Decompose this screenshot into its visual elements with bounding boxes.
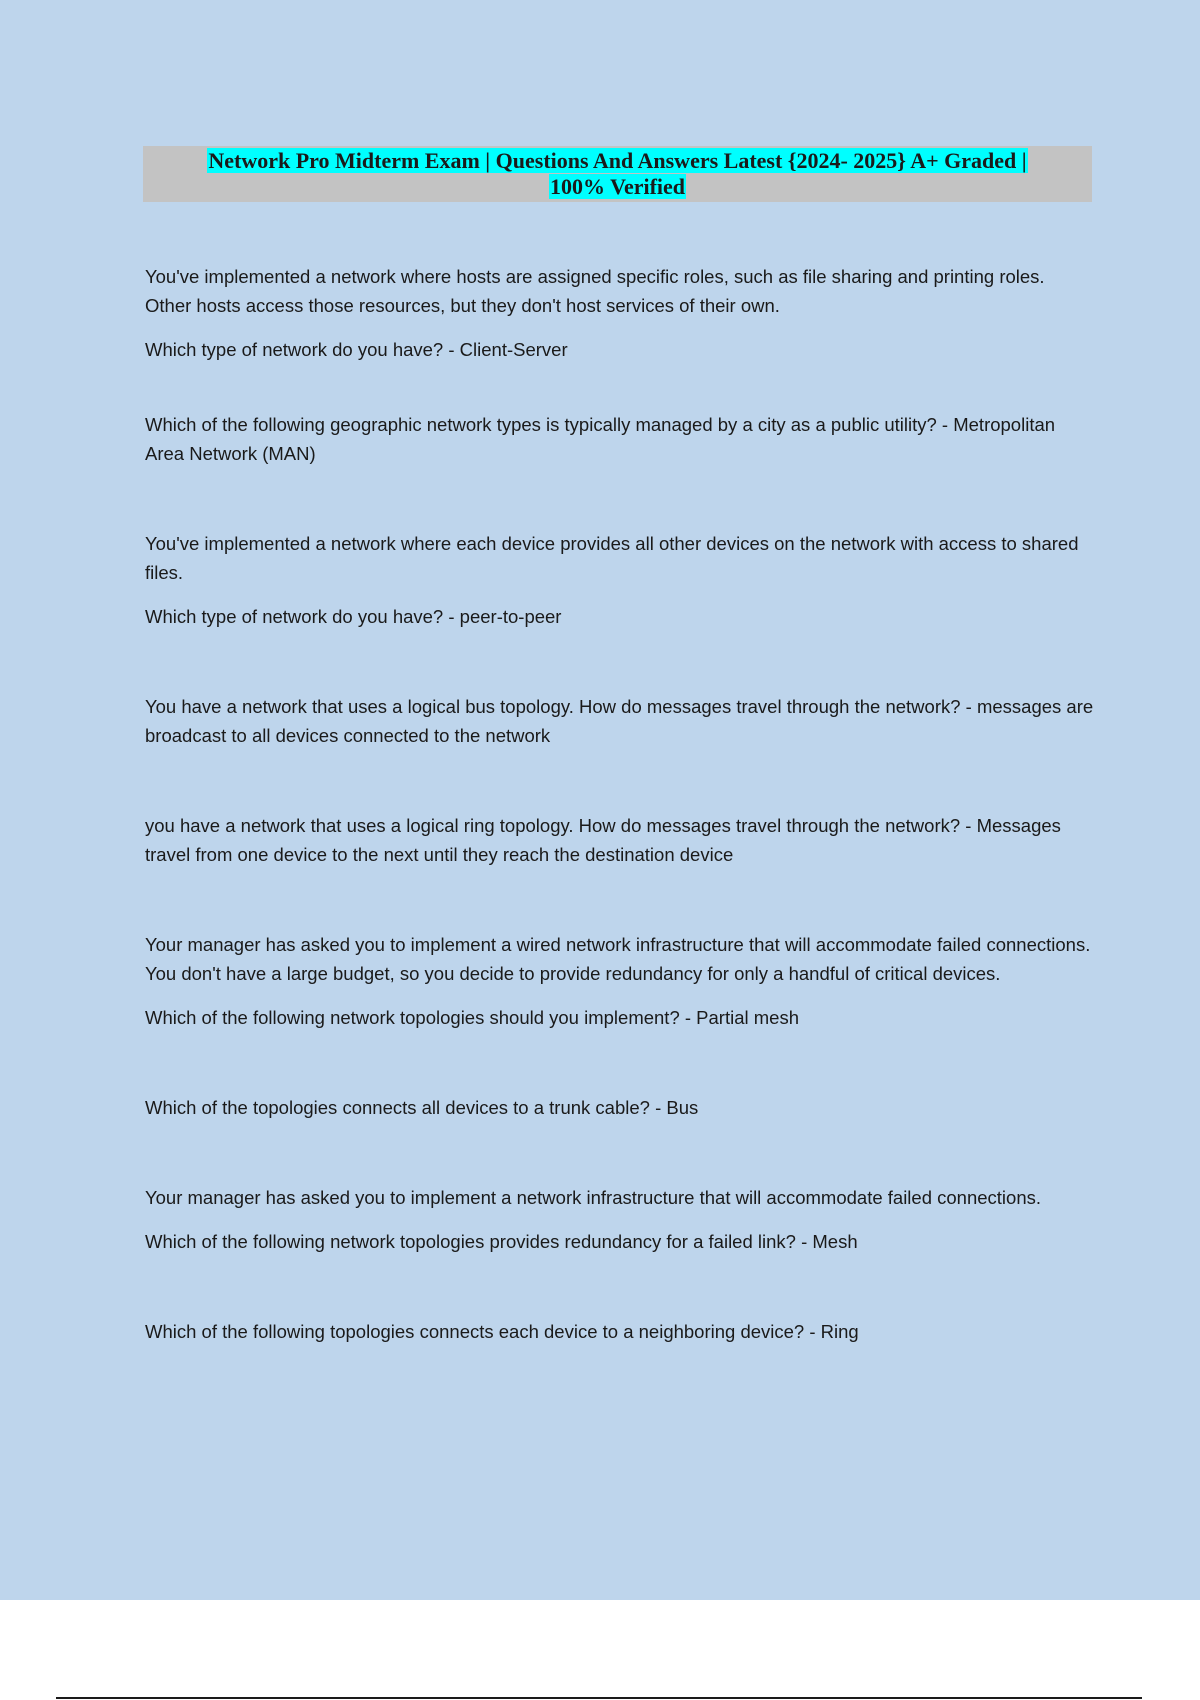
footer-rule: [56, 1697, 1142, 1699]
qa-item-4: [145, 692, 1095, 750]
qa-question: Which of the following geographic network types is typically managed by a city as a public utility? - Metropolitan Area Network (MAN): [145, 414, 1056, 464]
title-line-1: [143, 148, 1092, 174]
qa-item-2: [145, 410, 1095, 468]
qa-answer: Which type of network do you have? - Client-Server: [145, 339, 568, 360]
qa-answer: Which of the following network topologies provides redundancy for a failed link? - Mesh: [145, 1231, 858, 1252]
qa-question: Your manager has asked you to implement a wired network infrastructure that will accommodate failed connections. You don't have a large budget, so you decide to provide redundancy for only a handful of critical devices.: [145, 934, 1091, 984]
qa-answer: Which of the following network topologies should you implement? - Partial mesh: [145, 1007, 799, 1028]
qa-item-1: [145, 262, 1095, 364]
document-title: [143, 146, 1092, 202]
qa-item-7: [145, 1093, 1095, 1122]
qa-question: You have a network that uses a logical bus topology. How do messages travel through the network? - messages are broadcast to all devices connected to the network: [145, 696, 1094, 746]
qa-question: You've implemented a network where each device provides all other devices on the network with access to shared files.: [145, 533, 1079, 583]
qa-question: You've implemented a network where hosts are assigned specific roles, such as file sharing and printing roles. Other hosts access those resources, but they don't host services of their own.: [145, 266, 1045, 316]
qa-question: Your manager has asked you to implement a network infrastructure that will accommodate failed connections.: [145, 1187, 1042, 1208]
title-highlight-1: Network Pro Midterm Exam | Questions And Answers Latest {2024- 2025} A+ Graded |: [208, 148, 1027, 173]
title-highlight-2: 100% Verified: [549, 174, 686, 199]
qa-list: [145, 262, 1095, 1346]
qa-answer: Which type of network do you have? - peer-to-peer: [145, 606, 562, 627]
qa-question: you have a network that uses a logical ring topology. How do messages travel through the network? - Messages travel from one device to the next until they reach the destination device: [145, 815, 1061, 865]
qa-question: Which of the following topologies connects each device to a neighboring device? - Ring: [145, 1321, 859, 1342]
title-line-2: [143, 174, 1092, 200]
qa-item-9: [145, 1317, 1095, 1346]
qa-item-5: [145, 811, 1095, 869]
qa-item-3: [145, 529, 1095, 631]
qa-item-8: [145, 1183, 1095, 1256]
qa-item-6: [145, 930, 1095, 1032]
qa-question: Which of the topologies connects all devices to a trunk cable? - Bus: [145, 1097, 699, 1118]
